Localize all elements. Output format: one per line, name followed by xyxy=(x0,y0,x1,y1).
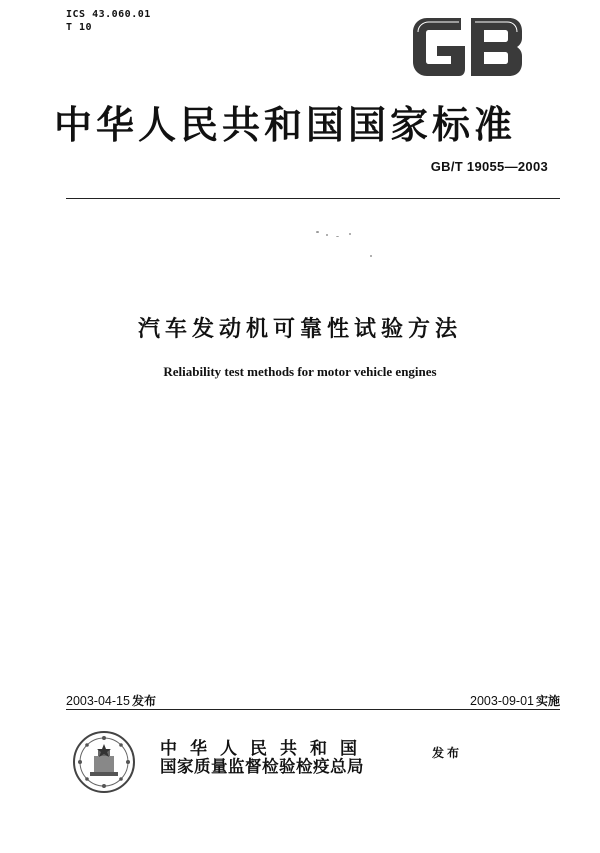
publisher-line-1: 中华人民共和国 xyxy=(160,739,370,759)
national-emblem-seal-icon xyxy=(72,730,136,794)
scan-speck xyxy=(316,231,319,233)
ics-code: ICS 43.060.01 xyxy=(66,9,151,20)
classification-codes xyxy=(66,8,151,34)
publisher-label: 发布 xyxy=(432,746,463,760)
implementation-date-suffix: 实施 xyxy=(535,694,560,708)
gb-logo xyxy=(409,12,527,82)
ccs-code: T 10 xyxy=(66,22,93,33)
implementation-date-value: 2003-09-01 xyxy=(470,694,534,708)
bottom-divider xyxy=(66,709,560,710)
scan-speck xyxy=(370,255,372,257)
document-title-chinese: 汽车发动机可靠性试验方法 xyxy=(137,317,462,342)
issue-date-suffix: 发布 xyxy=(131,694,156,708)
scan-speck xyxy=(349,233,351,235)
scan-speck xyxy=(336,236,339,237)
document-title-english: Reliability test methods for motor vehicle engines xyxy=(163,364,437,379)
implementation-date xyxy=(470,692,560,709)
issue-date-value: 2003-04-15 xyxy=(66,694,130,708)
top-divider xyxy=(66,198,560,199)
standard-type-title: 中华人民共和国国家标准 xyxy=(54,102,517,147)
publisher-line-2: 国家质量监督检验检疫总局 xyxy=(160,757,364,776)
scan-speck xyxy=(326,234,328,236)
issue-date xyxy=(66,692,156,709)
standard-number: GB/T 19055—2003 xyxy=(430,159,548,174)
